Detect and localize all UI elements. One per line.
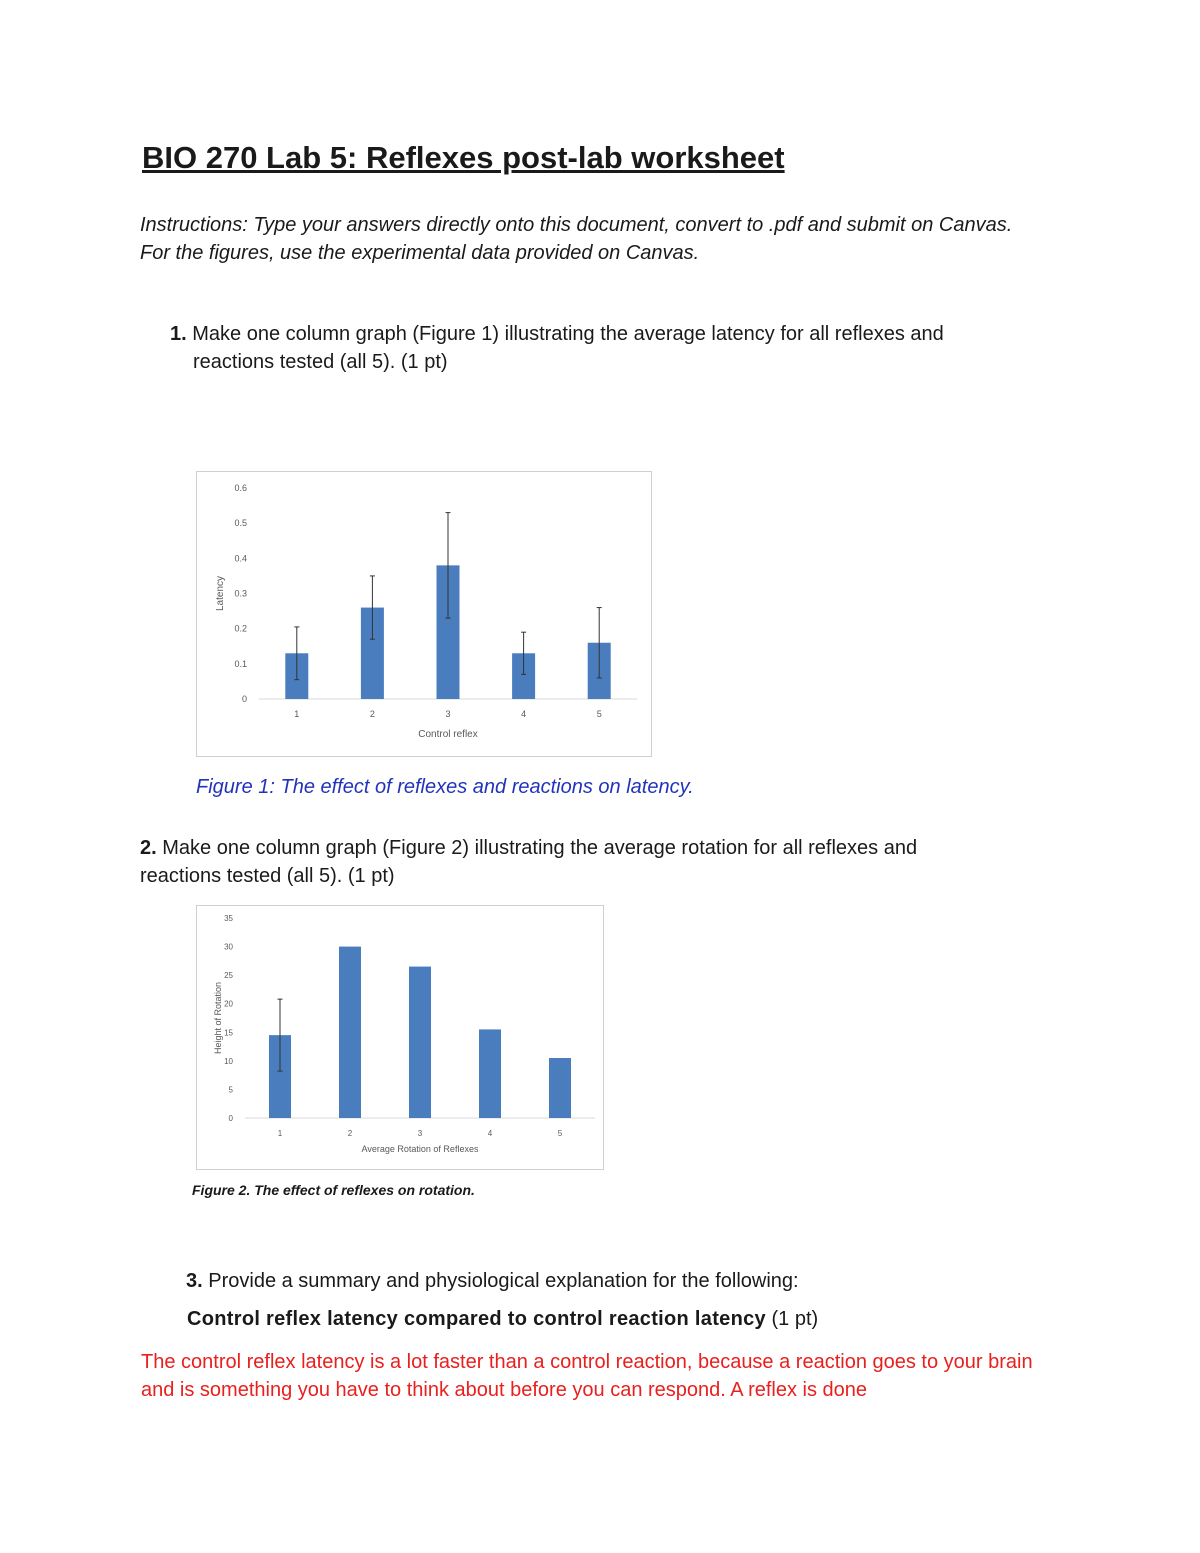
question-2-number: 2. bbox=[140, 837, 157, 859]
y-tick-label: 30 bbox=[224, 942, 233, 952]
figure-2-svg bbox=[197, 906, 603, 1169]
question-1-number: 1. bbox=[170, 323, 187, 345]
question-2-text-cont: reactions tested (all 5). (1 pt) bbox=[140, 865, 395, 887]
figure-2-chart bbox=[196, 905, 604, 1170]
bar bbox=[549, 1058, 571, 1118]
y-tick-label: 0.6 bbox=[234, 483, 247, 493]
question-2 bbox=[140, 834, 917, 890]
x-tick-label: 3 bbox=[445, 709, 451, 719]
y-axis-label: Height of Rotation bbox=[213, 981, 223, 1055]
question-3 bbox=[186, 1267, 799, 1295]
x-tick-label: 5 bbox=[596, 709, 602, 719]
figure-1-svg bbox=[197, 472, 651, 756]
y-tick-label: 0.1 bbox=[234, 658, 247, 669]
question-3-points: (1 pt) bbox=[771, 1308, 819, 1330]
document-title: BIO 270 Lab 5: Reflexes post-lab worksheet bbox=[142, 140, 785, 175]
question-3-text: Provide a summary and physiological explanation for the following: bbox=[208, 1270, 799, 1292]
y-tick-label: 5 bbox=[228, 1085, 233, 1095]
figure-1-chart bbox=[196, 471, 652, 757]
y-tick-label: 35 bbox=[224, 914, 233, 923]
figure-2-caption: Figure 2. The effect of reflexes on rotation. bbox=[192, 1182, 475, 1198]
y-tick-label: 15 bbox=[224, 1028, 233, 1038]
x-tick-label: 5 bbox=[557, 1129, 563, 1138]
question-1 bbox=[170, 320, 944, 376]
instructions: Instructions: Type your answers directly onto this document, convert to .pdf and submit on Canvas. For the figures, use the experimental data provided on Canvas. bbox=[140, 214, 1013, 264]
question-3-subheading-text: Control reflex latency compared to control reaction latency bbox=[187, 1308, 766, 1330]
x-tick-label: 4 bbox=[487, 1129, 493, 1138]
question-2-text: Make one column graph (Figure 2) illustrating the average rotation for all reflexes and bbox=[162, 837, 918, 859]
question-3-number: 3. bbox=[186, 1270, 203, 1292]
y-tick-label: 0.3 bbox=[234, 588, 247, 599]
y-axis-label: Latency bbox=[215, 575, 226, 612]
figure-1-caption: Figure 1: The effect of reflexes and reactions on latency. bbox=[196, 776, 694, 798]
y-tick-label: 20 bbox=[224, 999, 233, 1009]
bar bbox=[339, 947, 361, 1118]
y-tick-label: 0 bbox=[228, 1114, 233, 1123]
x-tick-label: 2 bbox=[369, 709, 375, 719]
x-tick-label: 1 bbox=[277, 1129, 283, 1138]
y-tick-label: 0.2 bbox=[234, 623, 247, 634]
question-1-text: Make one column graph (Figure 1) illustrating the average latency for all reflexes and bbox=[192, 323, 944, 345]
bar bbox=[409, 967, 431, 1118]
question-3-subheading bbox=[187, 1308, 818, 1331]
x-tick-label: 2 bbox=[347, 1129, 353, 1138]
question-1-text-cont: reactions tested (all 5). (1 pt) bbox=[193, 351, 448, 373]
x-tick-label: 1 bbox=[294, 709, 300, 719]
question-3-answer: The control reflex latency is a lot faster than a control reaction, because a reaction goes to your brain and is something you have to think about before you can respond. A reflex is done bbox=[141, 1351, 1033, 1401]
y-tick-label: 10 bbox=[224, 1056, 233, 1066]
x-tick-label: 3 bbox=[417, 1129, 423, 1138]
x-axis-label: Control reflex bbox=[418, 729, 478, 740]
x-axis-label: Average Rotation of Reflexes bbox=[361, 1144, 479, 1154]
x-tick-label: 4 bbox=[521, 709, 527, 719]
y-tick-label: 0.5 bbox=[234, 518, 247, 529]
bar bbox=[479, 1029, 501, 1118]
y-tick-label: 0 bbox=[241, 694, 247, 704]
y-tick-label: 25 bbox=[224, 971, 233, 981]
y-tick-label: 0.4 bbox=[234, 553, 247, 564]
